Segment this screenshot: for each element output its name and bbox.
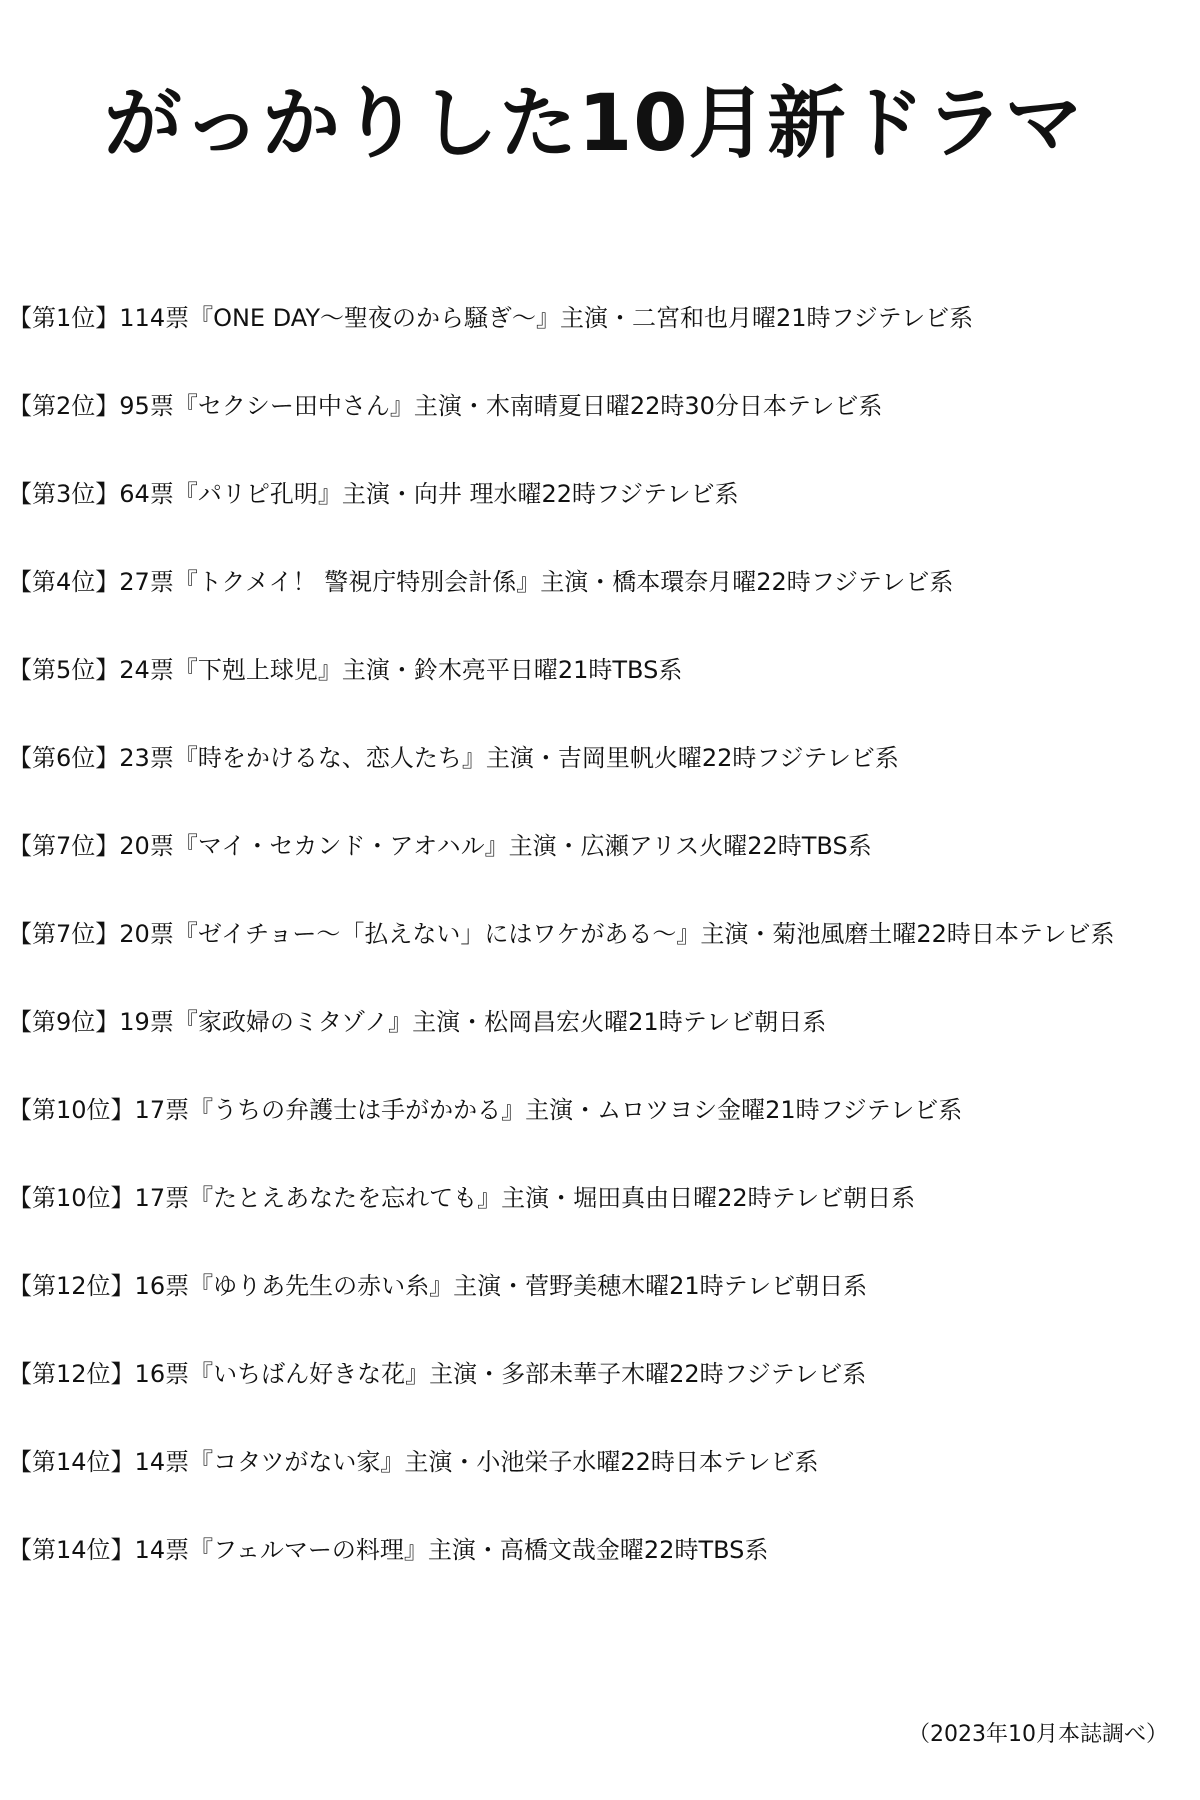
vote-count: 14票 (134, 1536, 190, 1564)
network-name: 日本テレビ系 (970, 920, 1115, 948)
vote-count: 23票 (119, 744, 174, 772)
ranking-entry (8, 298, 1114, 386)
rank-label: 【第10位】 (8, 1096, 135, 1124)
network-name: テレビ朝日系 (771, 1184, 916, 1212)
drama-title: 『マイ・セカンド・アオハル』 (173, 832, 509, 860)
ranking-entry (8, 1090, 1114, 1178)
lead-actor: 主演・ムロツヨシ (525, 1096, 718, 1124)
vote-count: 19票 (119, 1008, 174, 1036)
drama-title: 『フェルマーの料理』 (189, 1536, 428, 1564)
lead-actor: 主演・多部未華子 (429, 1360, 622, 1388)
rank-label: 【第14位】 (8, 1536, 135, 1564)
ranking-entry (8, 826, 1114, 914)
network-name: フジテレビ系 (830, 304, 974, 332)
lead-actor: 主演・橋本環奈 (540, 568, 709, 596)
ranking-entry (8, 1002, 1114, 1090)
broadcast-slot: 月曜21時 (728, 304, 831, 332)
network-name: 日本テレビ系 (674, 1448, 819, 1476)
drama-title: 『家政婦のミタゾノ』 (173, 1008, 413, 1036)
broadcast-slot: 火曜22時 (699, 832, 802, 860)
drama-title: 『ゼイチョー〜「払えない」にはワケがある〜』 (173, 920, 701, 948)
drama-title: 『ONE DAY〜聖夜のから騒ぎ〜』 (189, 304, 561, 332)
lead-actor: 主演・広瀬アリス (508, 832, 700, 860)
broadcast-slot: 日曜22時30分 (581, 392, 739, 420)
vote-count: 16票 (134, 1360, 190, 1388)
drama-title: 『ゆりあ先生の赤い糸』 (189, 1272, 454, 1300)
network-name: フジテレビ系 (819, 1096, 963, 1124)
rank-label: 【第7位】 (8, 832, 120, 860)
network-name: フジテレビ系 (756, 744, 899, 772)
vote-count: 27票 (119, 568, 174, 596)
vote-count: 17票 (134, 1096, 190, 1124)
broadcast-slot: 火曜21時 (580, 1008, 683, 1036)
rank-label: 【第7位】 (8, 920, 120, 948)
rank-label: 【第3位】 (8, 480, 120, 508)
network-name: フジテレビ系 (596, 480, 739, 508)
broadcast-slot: 火曜22時 (653, 744, 757, 772)
lead-actor: 主演・堀田真由 (501, 1184, 670, 1212)
vote-count: 20票 (119, 920, 174, 948)
rank-label: 【第10位】 (8, 1184, 135, 1212)
lead-actor: 主演・松岡昌宏 (412, 1008, 581, 1036)
source-note: （2023年10月本誌調べ） (908, 1722, 1168, 1747)
vote-count: 20票 (119, 832, 174, 860)
network-name: TBS系 (801, 832, 872, 860)
broadcast-slot: 日曜21時 (509, 656, 613, 684)
network-name: フジテレビ系 (810, 568, 954, 596)
network-name: 日本テレビ系 (738, 392, 883, 420)
ranking-entry (8, 650, 1114, 738)
vote-count: 24票 (119, 656, 174, 684)
ranking-entry (8, 914, 1114, 1002)
broadcast-slot: 金曜22時 (595, 1536, 699, 1564)
vote-count: 16票 (134, 1272, 190, 1300)
lead-actor: 主演・高橋文哉 (427, 1536, 596, 1564)
drama-title: 『うちの弁護士は手がかかる』 (189, 1096, 526, 1124)
drama-title: 『いちばん好きな花』 (189, 1360, 430, 1388)
rank-label: 【第12位】 (8, 1272, 135, 1300)
lead-actor: 主演・菊池風磨 (700, 920, 869, 948)
lead-actor: 主演・二宮和也 (560, 304, 729, 332)
lead-actor: 主演・向井 理 (341, 480, 494, 508)
rank-label: 【第1位】 (8, 304, 120, 332)
rank-label: 【第5位】 (8, 656, 120, 684)
ranking-entry (8, 1266, 1114, 1354)
ranking-entry (8, 738, 1114, 826)
broadcast-slot: 土曜22時 (868, 920, 971, 948)
rank-label: 【第9位】 (8, 1008, 120, 1036)
drama-title: 『たとえあなたを忘れても』 (189, 1184, 502, 1212)
broadcast-slot: 木曜22時 (621, 1360, 724, 1388)
network-name: TBS系 (612, 656, 683, 684)
broadcast-slot: 金曜21時 (717, 1096, 820, 1124)
ranking-entry (8, 1178, 1114, 1266)
drama-title: 『パリピ孔明』 (173, 480, 342, 508)
rank-label: 【第12位】 (8, 1360, 135, 1388)
broadcast-slot: 木曜21時 (621, 1272, 724, 1300)
ranking-entry (8, 1530, 1114, 1618)
drama-title: 『下剋上球児』 (173, 656, 342, 684)
drama-title: 『セクシー田中さん』 (173, 392, 414, 420)
ranking-entry (8, 1354, 1114, 1442)
drama-title: 『トクメイ！ 警視庁特別会計係』 (173, 568, 541, 596)
rank-label: 【第14位】 (8, 1448, 135, 1476)
page-title: がっかりした10月新ドラマ (104, 79, 1084, 169)
network-name: テレビ朝日系 (682, 1008, 827, 1036)
ranking-entry (8, 562, 1114, 650)
lead-actor: 主演・小池栄子 (404, 1448, 573, 1476)
vote-count: 14票 (134, 1448, 190, 1476)
broadcast-slot: 水曜22時 (493, 480, 597, 508)
lead-actor: 主演・吉岡里帆 (485, 744, 654, 772)
broadcast-slot: 月曜22時 (708, 568, 811, 596)
lead-actor: 主演・菅野美穂 (453, 1272, 622, 1300)
broadcast-slot: 日曜22時 (669, 1184, 772, 1212)
vote-count: 64票 (119, 480, 174, 508)
ranking-list (8, 298, 1114, 1618)
drama-title: 『時をかけるな、恋人たち』 (173, 744, 486, 772)
ranking-entry (8, 474, 1114, 562)
drama-title: 『コタツがない家』 (189, 1448, 405, 1476)
ranking-entry (8, 1442, 1114, 1530)
vote-count: 17票 (134, 1184, 190, 1212)
vote-count: 114票 (119, 304, 190, 332)
vote-count: 95票 (119, 392, 174, 420)
rank-label: 【第4位】 (8, 568, 120, 596)
network-name: テレビ朝日系 (723, 1272, 868, 1300)
ranking-entry (8, 386, 1114, 474)
lead-actor: 主演・木南晴夏 (413, 392, 582, 420)
network-name: フジテレビ系 (723, 1360, 867, 1388)
network-name: TBS系 (698, 1536, 769, 1564)
rank-label: 【第6位】 (8, 744, 120, 772)
lead-actor: 主演・鈴木亮平 (341, 656, 510, 684)
broadcast-slot: 水曜22時 (572, 1448, 675, 1476)
rank-label: 【第2位】 (8, 392, 120, 420)
